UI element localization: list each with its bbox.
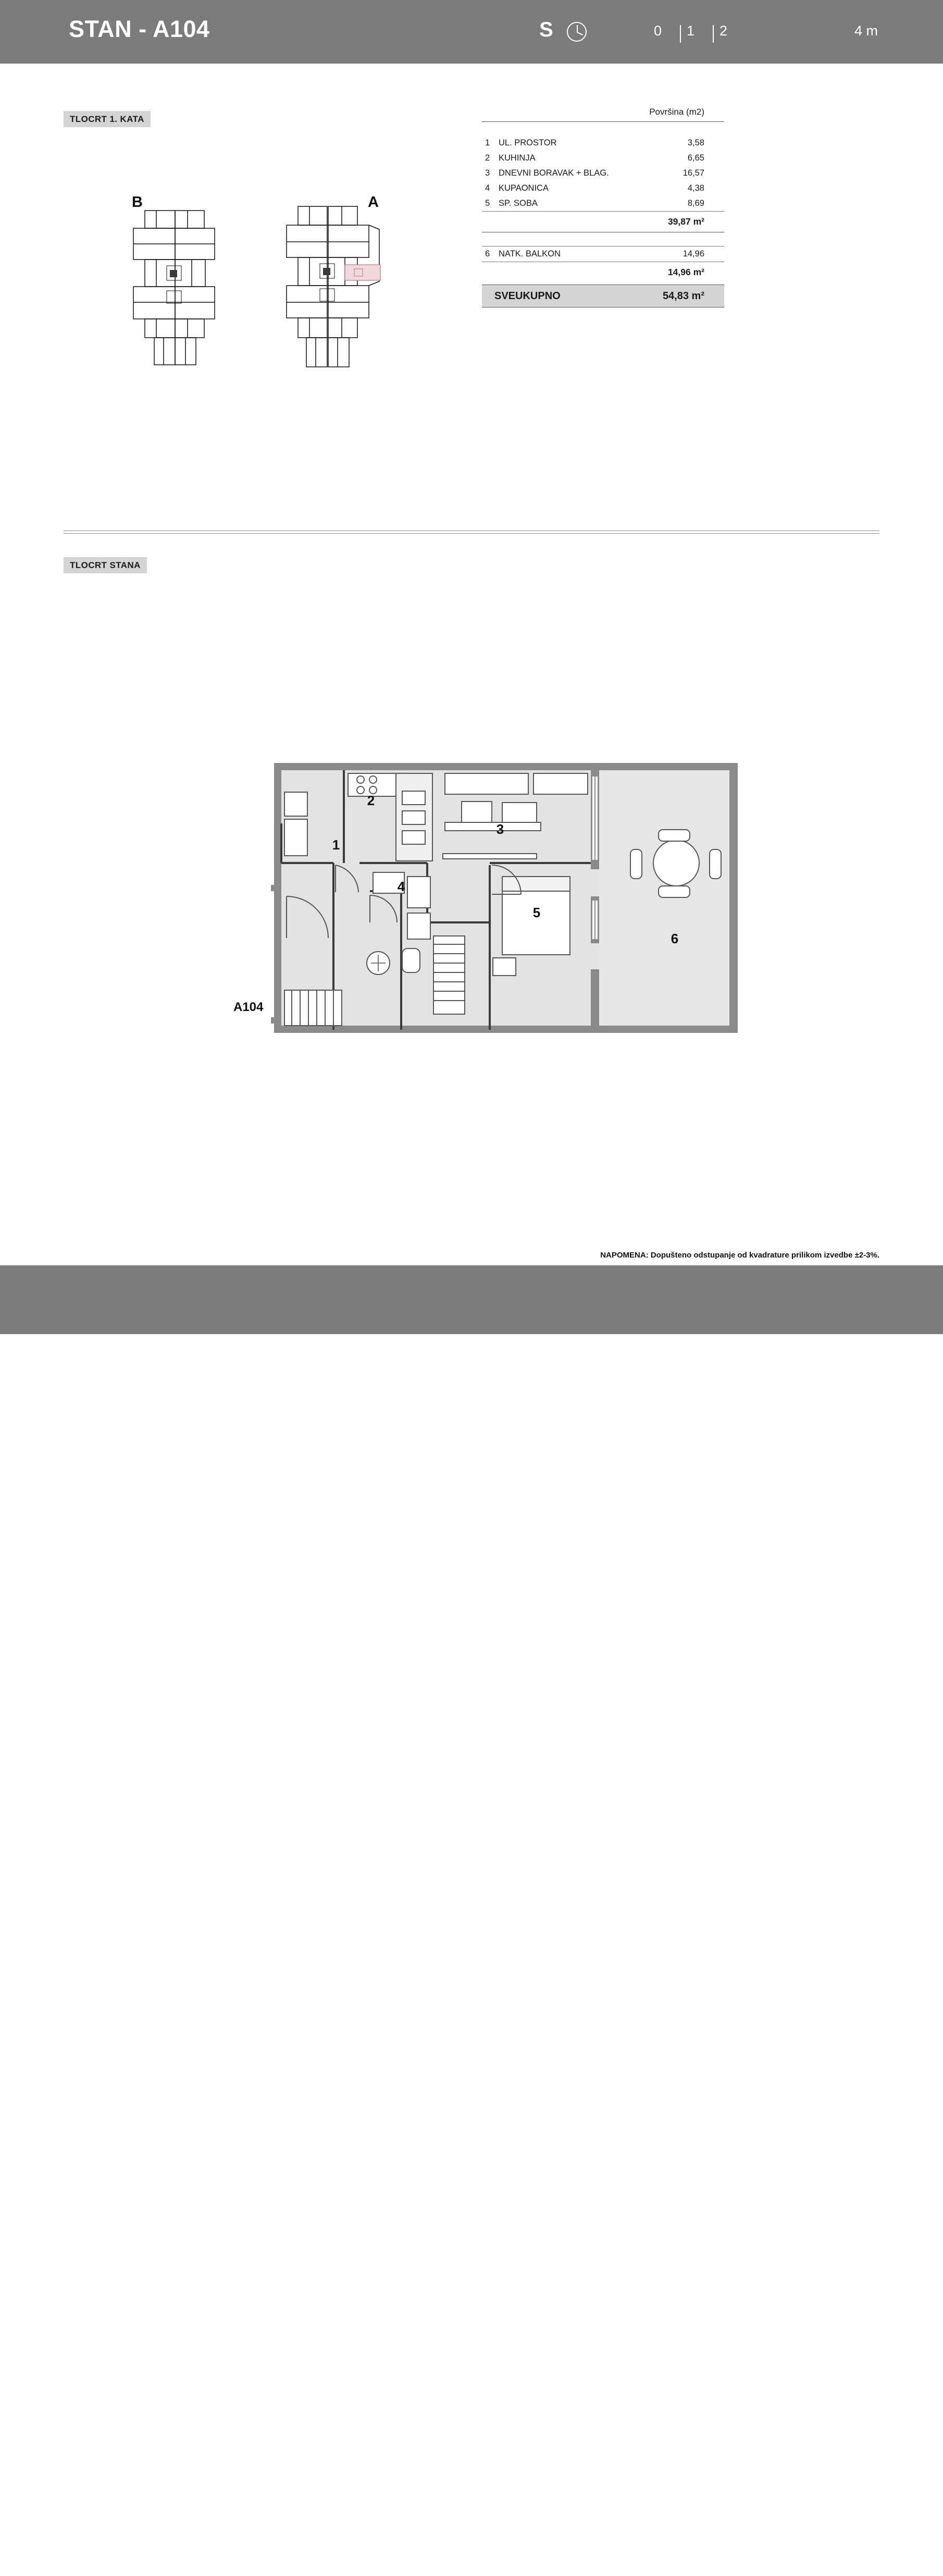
row-name: KUPAONICA xyxy=(499,183,549,193)
room-number-6: 6 xyxy=(671,931,679,946)
footer-object xyxy=(722,2545,874,2576)
room-number-5: 5 xyxy=(532,905,541,920)
area-table-header: Površina (m2) xyxy=(649,107,704,117)
room-number-2: 2 xyxy=(367,793,375,808)
footer-company xyxy=(69,2545,215,2576)
row-name: DNEVNI BORAVAK + BLAG. xyxy=(499,168,609,178)
row-value: 4,38 xyxy=(687,183,704,193)
keyplan-building-a xyxy=(276,203,396,380)
room-number-3: 3 xyxy=(496,821,504,837)
balcony-subtotal: 14,96 m² xyxy=(667,267,704,277)
section-divider xyxy=(64,531,879,534)
page-header xyxy=(0,0,943,64)
row-number: 2 xyxy=(485,153,490,163)
row-number: 5 xyxy=(485,199,490,208)
row-value: 3,58 xyxy=(687,138,704,147)
disclaimer-note: NAPOMENA: Dopušteno odstupanje od kvadrature prilikom izvedbe ±2-3%. xyxy=(600,1251,879,1260)
apartment-floorplan xyxy=(271,761,740,1053)
footer-object-address: Nova Cesta 158-160, Zagreb xyxy=(733,2563,874,2575)
keyplan-building-b xyxy=(125,207,234,369)
grand-total-row xyxy=(482,285,724,307)
footer-contact-label: Kontakt xyxy=(359,2545,408,2559)
table-row xyxy=(482,135,724,151)
scale-end-label: 4 m xyxy=(854,23,878,39)
row-value: 16,57 xyxy=(683,168,704,178)
row-name: UL. PROSTOR xyxy=(499,138,557,147)
row-value: 8,69 xyxy=(687,199,704,208)
table-row xyxy=(482,181,724,196)
apartment-tag: A104 xyxy=(233,1000,264,1014)
row-value: 14,96 xyxy=(683,249,704,258)
scale-tick-0: 0 xyxy=(654,23,662,39)
area-subtotal: 39,87 m² xyxy=(667,216,704,227)
area-table xyxy=(482,107,724,307)
row-name: KUHINJA xyxy=(499,153,536,163)
grand-total-value: 54,83 m² xyxy=(662,290,704,302)
keyplan-highlighted-unit xyxy=(345,265,380,280)
scale-letter: S xyxy=(539,18,553,41)
footer-contact xyxy=(359,2545,420,2576)
row-number: 4 xyxy=(485,183,490,193)
keyplan-letter-b: B xyxy=(132,194,143,211)
row-name: NATK. BALKON xyxy=(499,249,561,258)
section-label-floor-key: TLOCRT 1. KATA xyxy=(64,111,151,127)
section-label-apartment-plan: TLOCRT STANA xyxy=(64,557,147,573)
page-footer xyxy=(0,1265,943,2575)
row-number: 6 xyxy=(485,249,490,258)
room-number-4: 4 xyxy=(397,879,405,894)
room-number-1: 1 xyxy=(332,837,340,853)
keyplan-letter-a: A xyxy=(368,194,379,211)
row-number: 3 xyxy=(485,168,490,178)
grand-total-label: SVEUKUPNO xyxy=(494,290,561,302)
table-row xyxy=(482,166,724,181)
scale-tick-divider xyxy=(713,25,714,43)
table-row xyxy=(482,151,724,166)
table-row xyxy=(482,246,724,262)
compass-icon xyxy=(567,22,587,42)
scale-tick-1: 1 xyxy=(687,23,695,39)
row-number: 1 xyxy=(485,138,490,147)
scale-tick-2: 2 xyxy=(719,23,728,39)
footer-company-name: RE-LU GRADNJA d.o.o. xyxy=(69,2545,215,2559)
page-title: STAN - A104 xyxy=(69,16,210,42)
table-row xyxy=(482,196,724,211)
footer-contact-phone[interactable]: 098 311 739 xyxy=(359,2563,420,2575)
footer-object-title: Višestambena građevina xyxy=(722,2545,874,2559)
row-name: SP. SOBA xyxy=(499,199,538,208)
footer-company-address: Zagreb, Kalinovica 5 xyxy=(69,2563,169,2575)
row-value: 6,65 xyxy=(687,153,704,163)
scale-bar xyxy=(654,16,888,47)
scale-tick-divider xyxy=(680,25,681,43)
